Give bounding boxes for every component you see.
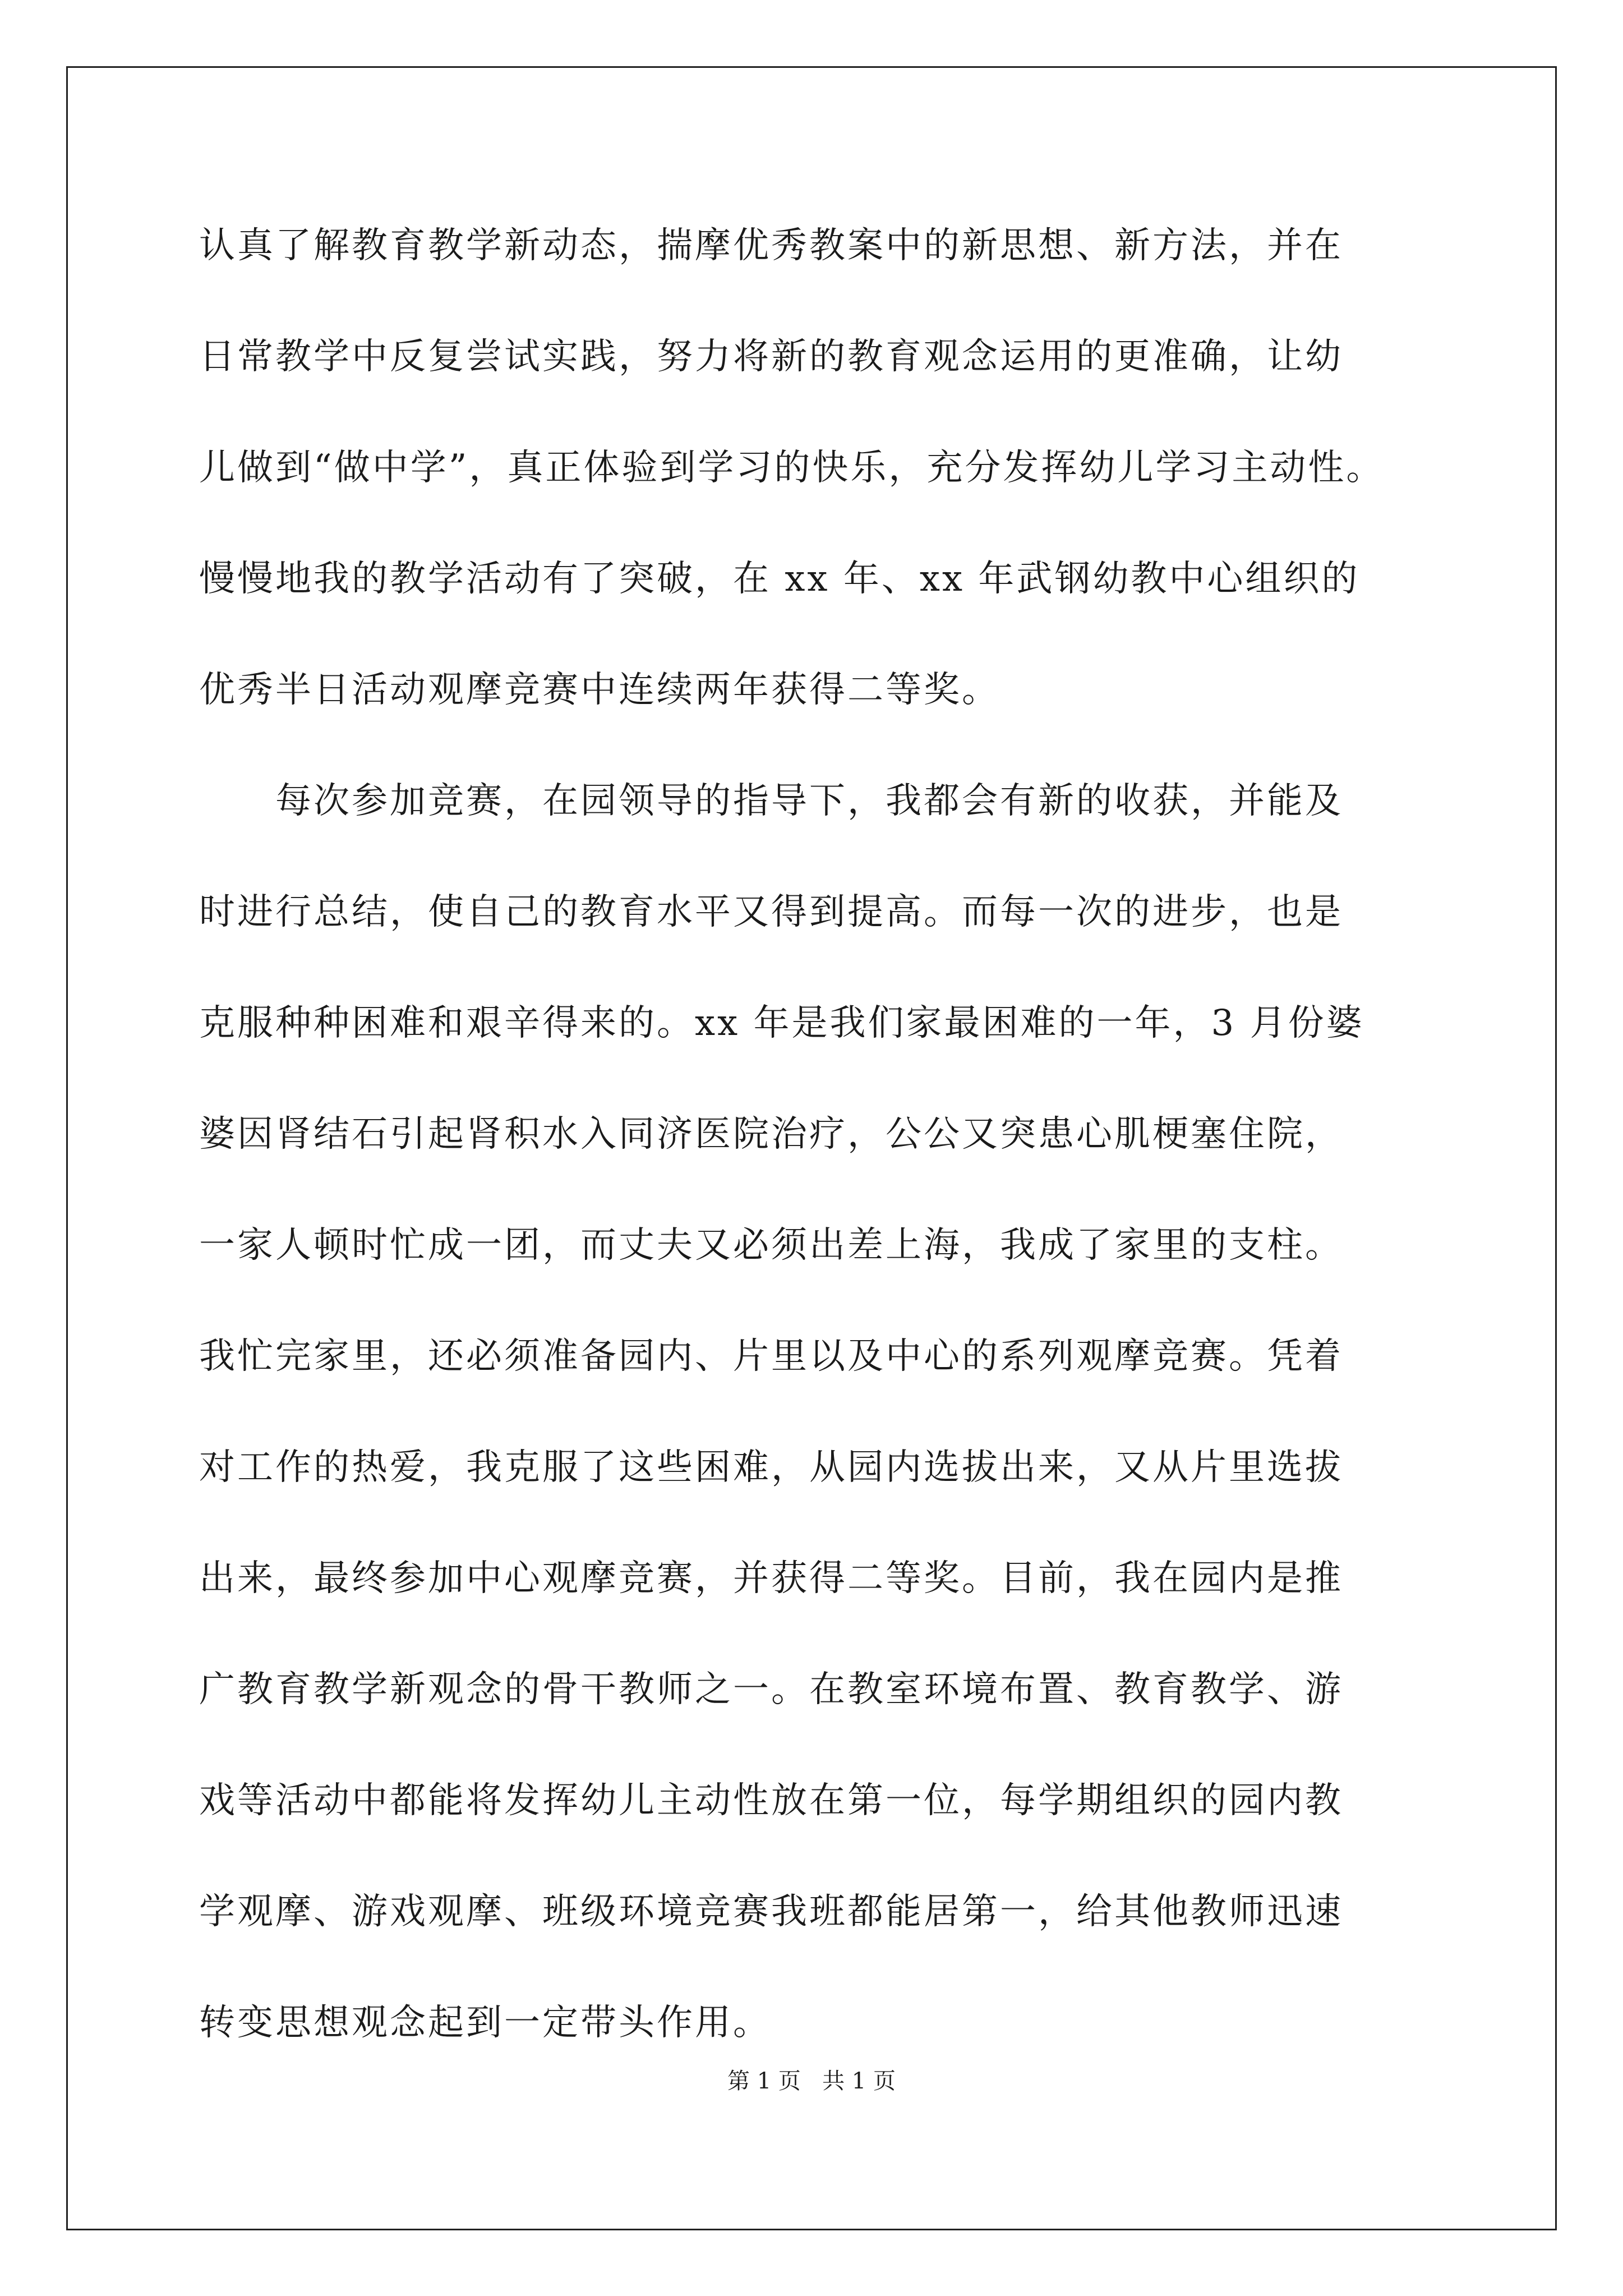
text-line: 认真了解教育教学新动态，揣摩优秀教案中的新思想、新方法，并在: [199, 225, 1343, 266]
text-line: 婆因肾结石引起肾积水入同济医院治疗，公公又突患心肌梗塞住院，: [199, 1114, 1343, 1155]
text-line: 日常教学中反复尝试实践，努力将新的教育观念运用的更准确，让幼: [199, 336, 1343, 378]
text-line: 时进行总结，使自己的教育水平又得到提高。而每一次的进步，也是: [199, 891, 1343, 933]
text-line: 儿做到“做中学”，真正体验到学习的快乐，充分发挥幼儿学习主动性。: [199, 447, 1385, 489]
text-line: 我忙完家里，还必须准备园内、片里以及中心的系列观摩竞赛。凭着: [199, 1336, 1343, 1377]
text-line: 出来，最终参加中心观摩竞赛，并获得二等奖。目前，我在园内是推: [199, 1558, 1343, 1599]
text-line: 克服种种困难和艰辛得来的。xx 年是我们家最困难的一年，3 月份婆: [199, 1002, 1364, 1044]
text-line: 一家人顿时忙成一团，而丈夫又必须出差上海，我成了家里的支柱。: [199, 1225, 1343, 1266]
text-line: 学观摩、游戏观摩、班级环境竞赛我班都能居第一，给其他教师迅速: [199, 1891, 1343, 1932]
text-line: 转变思想观念起到一定带头作用。: [199, 2002, 771, 2044]
paragraph-first-line: 每次参加竞赛，在园领导的指导下，我都会有新的收获，并能及: [275, 780, 1343, 822]
text-line: 优秀半日活动观摩竞赛中连续两年获得二等奖。: [199, 669, 1000, 711]
text-line: 对工作的热爱，我克服了这些困难，从园内选拔出来，又从片里选拔: [199, 1447, 1343, 1488]
text-line: 慢慢地我的教学活动有了突破，在 xx 年、xx 年武钢幼教中心组织的: [199, 558, 1360, 600]
text-line: 戏等活动中都能将发挥幼儿主动性放在第一位，每学期组织的园内教: [199, 1780, 1343, 1821]
page-number-footer: 第 1 页 共 1 页: [727, 2068, 896, 2094]
text-line: 广教育教学新观念的骨干教师之一。在教室环境布置、教育教学、游: [199, 1669, 1343, 1710]
document-body: [199, 212, 1455, 2100]
